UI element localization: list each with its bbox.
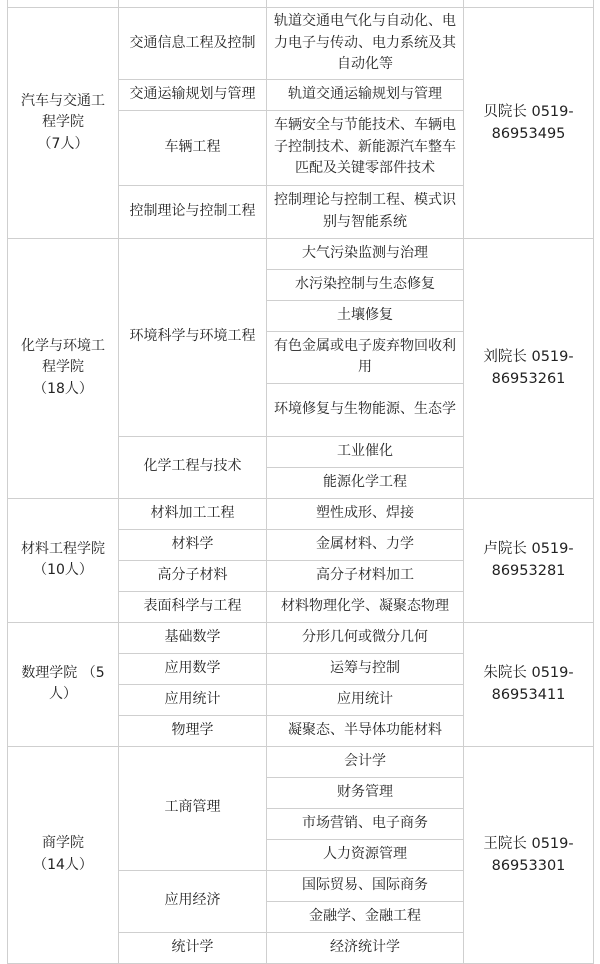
direction-cell: 有色金属或电子废弃物回收利用 [267,331,464,383]
direction-cell: 轨道交通运输规划与管理 [267,79,464,110]
direction-cell: 经济统计学 [267,932,464,963]
direction-cell: 人力资源管理 [267,839,464,870]
direction-cell: 塑性成形、焊接 [267,498,464,529]
table-cell [464,0,594,8]
college-cell [8,498,119,622]
direction-cell: 分形几何或微分几何 [267,622,464,653]
major-cell: 控制理论与控制工程 [119,185,267,238]
college-name: 汽车与交通工程学院 [21,92,105,130]
direction-cell: 国际贸易、国际商务 [267,870,464,901]
college-count: （18人） [33,380,93,397]
contact-cell: 贝院长 0519-86953495 [464,8,594,239]
direction-cell: 金融学、金融工程 [267,901,464,932]
college-cell [8,8,119,239]
table-row [8,622,594,653]
direction-cell: 能源化学工程 [267,467,464,498]
major-cell: 交通运输规划与管理 [119,79,267,110]
direction-cell: 高分子材料加工 [267,560,464,591]
direction-cell: 材料物理化学、凝聚态物理 [267,591,464,622]
direction-cell: 环境修复与生物能源、生态学 [267,383,464,436]
contact-cell: 卢院长 0519-86953281 [464,498,594,622]
direction-cell: 控制理论与控制工程、模式识别与智能系统 [267,185,464,238]
college-name: 化学与环境工程学院 [21,337,105,376]
direction-cell: 水污染控制与生态修复 [267,269,464,300]
direction-cell: 金属材料、力学 [267,529,464,560]
major-cell: 应用经济 [119,870,267,932]
college-name: 材料工程学院 [21,540,105,557]
major-cell: 材料学 [119,529,267,560]
college-count: （10人） [33,562,93,578]
direction-cell: 土壤修复 [267,300,464,331]
contact-cell: 王院长 0519-86953301 [464,746,594,963]
recruitment-table [7,0,594,964]
direction-cell: 财务管理 [267,777,464,808]
major-cell: 车辆工程 [119,110,267,185]
college-count: （14人） [33,856,93,873]
table-row [8,746,594,777]
direction-cell: 轨道交通电气化与自动化、电力电子与传动、电力系统及其自动化等 [267,8,464,80]
direction-cell: 运筹与控制 [267,653,464,684]
college-cell [8,238,119,498]
major-cell: 工商管理 [119,746,267,870]
college-cell [8,746,119,963]
college-cell [8,622,119,746]
table-row [8,0,594,8]
college-count: （5人） [49,664,105,702]
direction-cell: 工业催化 [267,436,464,467]
major-cell: 物理学 [119,715,267,746]
major-cell: 材料加工工程 [119,498,267,529]
major-cell: 环境科学与环境工程 [119,238,267,436]
table-row [8,8,594,80]
college-count: （7人） [37,135,89,152]
contact-cell: 刘院长 0519-86953261 [464,238,594,498]
major-cell: 应用统计 [119,684,267,715]
direction-cell: 凝聚态、半导体功能材料 [267,715,464,746]
major-cell: 统计学 [119,932,267,963]
contact-cell: 朱院长 0519-86953411 [464,622,594,746]
college-name: 数理学院 [21,664,78,681]
table-cell [119,0,267,8]
table-row [8,498,594,529]
major-cell: 基础数学 [119,622,267,653]
direction-cell: 车辆安全与节能技术、车辆电子控制技术、新能源汽车整车匹配及关键零部件技术 [267,110,464,185]
major-cell: 交通信息工程及控制 [119,8,267,80]
table-cell [8,0,119,8]
major-cell: 表面科学与工程 [119,591,267,622]
direction-cell: 会计学 [267,746,464,777]
direction-cell: 市场营销、电子商务 [267,808,464,839]
major-cell: 化学工程与技术 [119,436,267,498]
college-name: 商学院 [42,835,84,851]
table-cell [267,0,464,8]
major-cell: 应用数学 [119,653,267,684]
direction-cell: 大气污染监测与治理 [267,238,464,269]
major-cell: 高分子材料 [119,560,267,591]
direction-cell: 应用统计 [267,684,464,715]
table-row [8,238,594,269]
